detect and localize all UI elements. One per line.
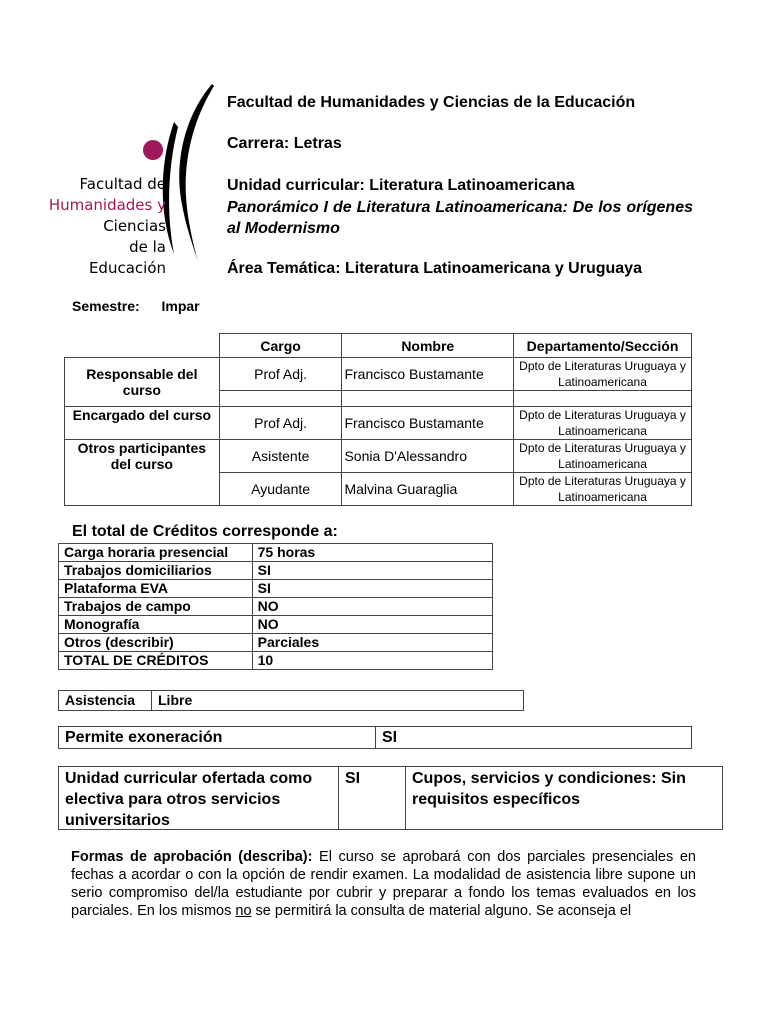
unit-subtitle: Panorámico I de Literatura Latinoamericana: De los orígenes al Modernismo: [227, 199, 693, 237]
credit-value: 10: [252, 652, 492, 670]
cargo-cell: Prof Adj.: [219, 358, 342, 391]
credits-table: [58, 543, 493, 670]
staff-header-row: [65, 334, 692, 358]
semester-label: Semestre:: [72, 298, 140, 314]
cargo-cell: Prof Adj.: [219, 407, 342, 440]
header-dept: Departamento/Sección: [514, 334, 692, 358]
logo-line-2: Humanidades y: [48, 196, 166, 214]
elective-row: [58, 766, 723, 830]
credit-label: Trabajos de campo: [59, 598, 253, 616]
nombre-cell: Francisco Bustamante: [342, 358, 514, 391]
role-group: Responsable del curso: [65, 358, 220, 407]
cargo-cell: Ayudante: [219, 473, 342, 506]
faculty-logo: [48, 82, 218, 277]
table-row: [59, 616, 493, 634]
exoneration-row: [58, 726, 692, 749]
unit-title: Unidad curricular: Literatura Latinoamericana: [227, 177, 575, 194]
role-group: Otros participantes del curso: [65, 440, 220, 506]
header-cargo: Cargo: [219, 334, 342, 358]
dept-cell: Dpto de Literaturas Uruguaya y Latinoamericana: [514, 473, 692, 506]
credits-title: El total de Créditos corresponde a:: [72, 523, 338, 540]
elective-conditions: Cupos, servicios y condiciones: Sin requisitos específicos: [412, 770, 686, 808]
table-row: [65, 440, 692, 473]
table-row: [59, 652, 493, 670]
table-row: [65, 358, 692, 391]
credit-label: Otros (describir): [59, 634, 253, 652]
nombre-cell: Malvina Guaraglia: [342, 473, 514, 506]
exoneration-value: SI: [382, 729, 398, 746]
dept-cell: Dpto de Literaturas Uruguaya y Latinoamericana: [514, 407, 692, 440]
table-row: [59, 580, 493, 598]
attendance-value: Libre: [158, 692, 193, 708]
credit-value: SI: [252, 562, 492, 580]
approval-text-2: se permitirá la consulta de material alguno. Se aconseja el: [251, 903, 632, 919]
logo-line-1: Facultad de: [79, 175, 166, 193]
career-title: Carrera: Letras: [227, 135, 342, 152]
dept-cell: Dpto de Literaturas Uruguaya y Latinoamericana: [514, 358, 692, 391]
nombre-cell: Francisco Bustamante: [342, 407, 514, 440]
semester: [72, 298, 200, 314]
table-row: [59, 598, 493, 616]
table-row: [65, 407, 692, 440]
area-title: Área Temática: Literatura Latinoamericana y Uruguaya: [227, 260, 642, 277]
logo-line-4: de la Educación: [88, 238, 166, 277]
credit-label: Trabajos domiciliarios: [59, 562, 253, 580]
credit-value: SI: [252, 580, 492, 598]
approval-paragraph: [71, 848, 696, 920]
credit-value: NO: [252, 598, 492, 616]
attendance-row: [58, 690, 524, 711]
credit-value: NO: [252, 616, 492, 634]
role-group: Encargado del curso: [65, 407, 220, 440]
dept-cell: Dpto de Literaturas Uruguaya y Latinoamericana: [514, 440, 692, 473]
header-nombre: Nombre: [342, 334, 514, 358]
elective-value: SI: [339, 767, 406, 829]
exoneration-label: Permite exoneración: [59, 727, 376, 748]
credit-label: Carga horaria presencial: [59, 544, 253, 562]
logo-line-3: Ciencias: [103, 217, 166, 235]
staff-table: [64, 333, 692, 506]
table-row: [59, 634, 493, 652]
credit-label: Plataforma EVA: [59, 580, 253, 598]
credit-label: TOTAL DE CRÉDITOS: [59, 652, 253, 670]
elective-label: Unidad curricular ofertada como electiva para otros servicios universitarios: [59, 767, 339, 829]
credit-value: Parciales: [252, 634, 492, 652]
credit-value: 75 horas: [252, 544, 492, 562]
approval-underlined: no: [235, 903, 252, 919]
approval-label: Formas de aprobación (describa):: [71, 849, 313, 865]
table-row: [59, 544, 493, 562]
approval-text-1: El curso se aprobará con dos parciales presenciales en fechas a acordar o con la opción de rendir examen. La modalidad de asistencia libre supone un serio compromiso del/la estudiante por cubrir y preparar a fondo los temas evaluados en los parciales. En los mismos: [71, 849, 696, 919]
logo-wordmark: [48, 174, 166, 279]
table-row: [59, 562, 493, 580]
credit-label: Monografía: [59, 616, 253, 634]
nombre-cell: Sonia D'Alessandro: [342, 440, 514, 473]
semester-value: Impar: [161, 298, 200, 314]
faculty-title: Facultad de Humanidades y Ciencias de la Educación: [227, 94, 636, 111]
cargo-cell: Asistente: [219, 440, 342, 473]
attendance-label: Asistencia: [59, 691, 152, 710]
